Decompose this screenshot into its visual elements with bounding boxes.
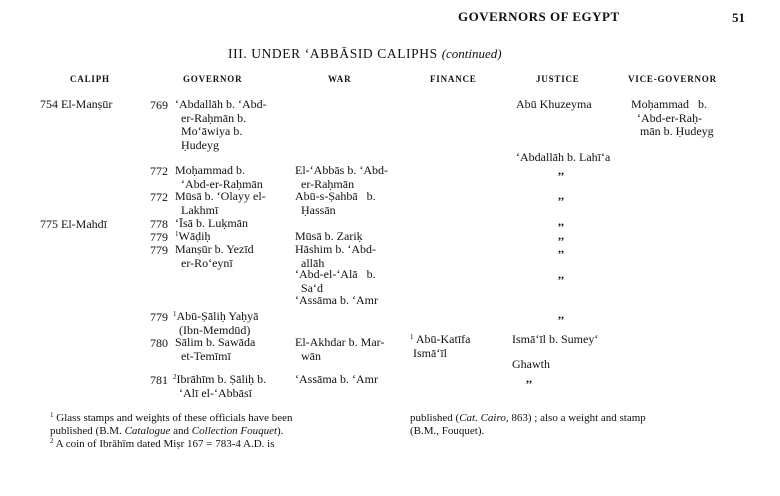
footnote-1: [50, 412, 293, 438]
ditto-mark: ,,: [558, 188, 564, 202]
war-entry: Hāshim b. ‘Abd- allāh: [295, 242, 376, 270]
justice-entry: Ismā‘īl b. Sumey‘: [512, 332, 599, 346]
footnote-text: A coin of Ibrāhīm dated Miṣr 167 = 783-4 A.D. is: [55, 438, 275, 450]
footnote-text: and: [170, 425, 192, 437]
ditto-mark: ,,: [558, 267, 564, 281]
column-header-vice-governor: VICE-GOVERNOR: [628, 74, 717, 84]
footnote-text: Glass stamps and weights of these officials have been published (B.M.: [50, 412, 293, 437]
governor-name: Manṣūr b. Yezīd er-Ro‘eynī: [175, 242, 254, 270]
caliph-year: 754: [40, 97, 58, 111]
running-title: GOVERNORS OF EGYPT: [458, 9, 620, 24]
footnote-1-continued: [410, 412, 646, 425]
governor-name-text: Ibrāhīm b. Ṣāliḥ b. ‘Alī el-‘Abbāsī: [176, 372, 267, 400]
caliph-year: 775: [40, 217, 58, 231]
governor-name: ‘Īsā b. Luḳmān: [175, 216, 248, 230]
war-entry: ‘Abd-el-‘Alā b. Sa‘d: [295, 267, 376, 295]
footnote-ref: 1: [175, 230, 179, 238]
governor-year: 779: [150, 230, 168, 244]
column-header-governor: GOVERNOR: [183, 74, 243, 84]
caliph-name: El-Manṣūr: [61, 97, 113, 111]
column-header-justice: JUSTICE: [536, 74, 580, 84]
footnote-text: , 863) ; also a weight and stamp: [505, 412, 646, 424]
governor-name: Sālim b. Sawāda et-Temīmī: [175, 335, 256, 363]
caliph-entry: [40, 218, 107, 232]
footnote-text: published (: [410, 412, 460, 424]
caliph-name: El-Mahdī: [61, 217, 107, 231]
footnote-ref: 1: [173, 310, 177, 318]
governor-year: 779: [150, 243, 168, 257]
governor-name: Mūsā b. ‘Olayy el- Lakhmī: [175, 189, 266, 217]
ditto-mark: ,,: [558, 228, 564, 242]
governor-year: 772: [150, 190, 168, 204]
footnote-italic: Collection Fouquet: [191, 425, 278, 437]
column-header-caliph: CALIPH: [70, 74, 110, 84]
governor-year: 769: [150, 98, 168, 112]
section-title: [228, 46, 502, 62]
governor-name: Moḥammad b. ‘Abd-er-Raḥmān: [175, 163, 263, 191]
war-entry: ‘Assāma b. ‘Amr: [295, 293, 378, 307]
footnote-mark: 1: [50, 411, 54, 419]
justice-entry: ‘Abdallāh b. Lahī‘a: [516, 150, 611, 164]
war-entry: El-‘Abbās b. ‘Abd- er-Raḥmān: [295, 163, 388, 191]
ditto-mark: ,,: [558, 307, 564, 321]
section-title-text: III. UNDER ‘ABBĀSID CALIPHS: [228, 46, 438, 61]
governor-year: 779: [150, 310, 168, 324]
vice-governor-entry: Moḥammad b. ‘Abd-er-Raḥ- mān b. Ḥudeyg: [631, 97, 714, 138]
ditto-mark: ,,: [558, 214, 564, 228]
column-header-finance: FINANCE: [430, 74, 477, 84]
footnote-2: [50, 438, 275, 451]
ditto-mark: ,,: [526, 371, 532, 385]
finance-entry-text: Abū-Katīfa Ismā‘īl: [413, 332, 471, 360]
governor-name: ‘Abdallāh b. ‘Abd- er-Raḥmān b. Mo‘āwiya b. Ḥudeyg: [175, 97, 267, 152]
footnote-text: ).: [277, 425, 284, 437]
governor-name-text: Wāḍiḥ: [178, 229, 211, 243]
governor-year: 772: [150, 164, 168, 178]
finance-entry: [410, 333, 471, 360]
footnote-1-continued: (B.M., Fouquet).: [410, 425, 485, 437]
section-title-qualifier: (continued): [441, 46, 502, 61]
governor-year: 781: [150, 373, 168, 387]
caliph-entry: [40, 98, 112, 112]
war-entry: Abū-s-Ṣahbā b. Ḥassān: [295, 189, 376, 217]
ditto-mark: ,,: [558, 163, 564, 177]
justice-entry: Abū Khuzeyma: [516, 97, 592, 111]
governor-year: 778: [150, 217, 168, 231]
page-number: 51: [732, 10, 745, 25]
governor-name: [173, 310, 259, 337]
ditto-mark: ,,: [558, 241, 564, 255]
footnote-mark: 2: [50, 437, 54, 445]
governor-name: [173, 373, 266, 400]
footnote-ref: 2: [173, 373, 177, 381]
footnote-italic: Cat. Cairo: [459, 412, 506, 424]
governor-year: 780: [150, 336, 168, 350]
governor-name-text: Abū-Ṣāliḥ Yaḥyā (Ibn-Memdūd): [176, 309, 259, 337]
column-header-war: WAR: [328, 74, 352, 84]
footnote-ref: 1: [410, 333, 414, 341]
justice-entry: Ghawth: [512, 357, 550, 371]
war-entry: Mūsā b. Zariḳ: [295, 229, 363, 243]
war-entry: El-Akhdar b. Mar- wān: [295, 335, 385, 363]
war-entry: ‘Assāma b. ‘Amr: [295, 372, 378, 386]
footnote-italic: Catalogue: [124, 425, 171, 437]
